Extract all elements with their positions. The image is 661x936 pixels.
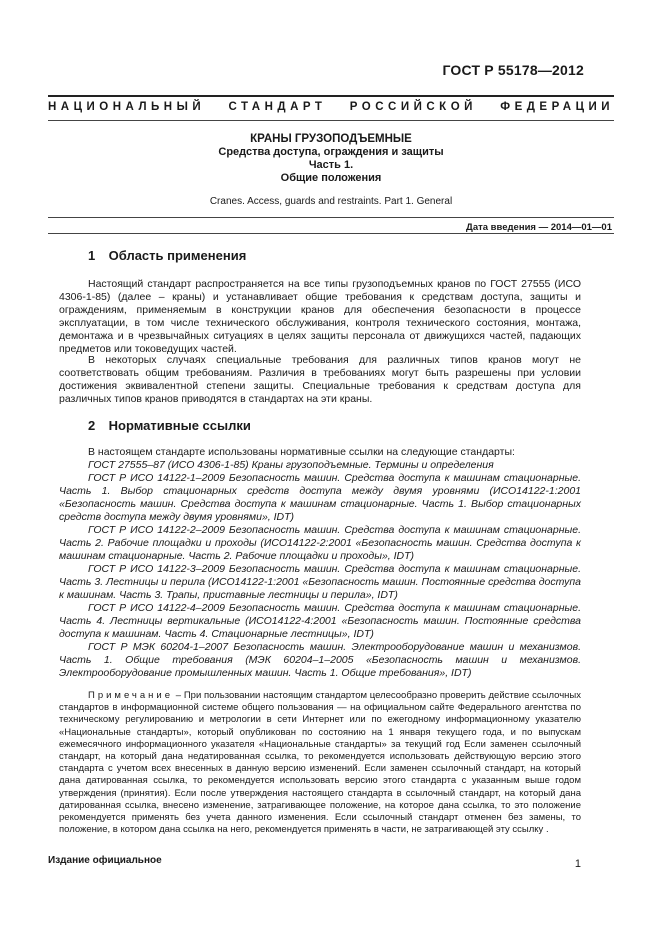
reference-item: ГОСТ Р ИСО 14122-4–2009 Безопасность машин. Средства доступа к машинам стационарные. Часть 4. Лестницы вертикальные (ИСО14122-4:2001 «Безопасность машин. Постоянные средства доступа к машинам. Часть 4. Стационарные лестницы», IDT) — [59, 602, 581, 640]
document-title — [48, 133, 614, 185]
national-standard-title: НАЦИОНАЛЬНЫЙ СТАНДАРТ РОССИЙСКОЙ ФЕДЕРАЦИИ — [48, 101, 614, 113]
date-rule — [48, 233, 614, 234]
section-1-number: 1 — [88, 248, 96, 263]
section-1-title: Область применения — [108, 248, 247, 263]
reference-item: ГОСТ 27555–87 (ИСО 4306-1-85) Краны грузоподъемные. Термины и определения — [88, 459, 494, 471]
note-text: – При пользовании настоящим стандартом целесообразно проверить действие ссылочных стандартов в информационной системе общего пользования — на официальном сайте Федерального агентства по техническому регулированию и метрологии в сети Интернет или по ежегодному информационному указателю «Национальные стандарты», который опубликован по состоянию на 1 января текущего года, и по выпускам ежемесячного информационного указателя «Национальные стандарты» за текущий год Если заменен ссылочный стандарт, на который дана недатированная ссылка, то рекомендуется использовать действующую версию этого стандарта с учетом всех внесенных в данную версию изменений. Если заменен ссылочный стандарт, на который дана датированная ссылка, то рекомендуется использовать версию этого стандарта с указанным выше годом утверждения (принятия). Если после утверждения настоящего стандарта в ссылочный стандарт, на который дана датированная ссылка, внесено изменение, затрагивающее положение, на которое дана ссылка, то это положение рекомендуется применять без учета данного изменения. Если ссылочный стандарт отменен без замены, то положение, в котором дана ссылка на него, рекомендуется применять в части, не затрагивающей эту ссылку . — [59, 690, 581, 836]
edition-label: Издание официальное — [48, 855, 162, 866]
header-rule-bottom — [48, 120, 614, 121]
reference-item: ГОСТ Р ИСО 14122-2–2009 Безопасность машин. Средства доступа к машинам стационарные. Часть 2. Рабочие площадки и проходы (ИСО14122-2:2001 «Безопасность машин. Средства доступа к машинам стационарные. Часть 2. Рабочие площадки и проходы», IDT) — [59, 524, 581, 562]
section-1-paragraph: Настоящий стандарт распространяется на все типы грузоподъемных кранов по ГОСТ 27555 (ИСО 4306-1-85) (далее – краны) и устанавливает общие требования к средствам доступа, защиты и ограждениям, применяемым в конструкции кранов для обеспечения безопасности в процессе эксплуатации, в том числе технического обслуживания, контроля технического состояния, монтажа, демонтажа и в чрезвычайных ситуациях в целях защиты персонала от движущихся частей, падающих предметов или токоведущих частей. — [59, 278, 581, 355]
reference-item: ГОСТ Р ИСО 14122-1–2009 Безопасность машин. Средства доступа к машинам стационарные. Часть 1. Выбор стационарных средств доступа между двумя уровнями (ИСО14122-1:2001 «Безопасность машин. Средства доступа к машинам стационарные. Часть 1. Выбор стационарных средств доступа между двумя уровнями», IDT) — [59, 472, 581, 523]
title-subtitle-1: Средства доступа, ограждения и защиты — [218, 146, 444, 158]
section-2-heading — [88, 418, 251, 433]
section-1-paragraph: В некоторых случаях специальные требования для различных типов кранов могут не соответствовать общим требованиям. Различия в требованиях могут быть разрешены при условии достижения эквивалентной степени защиты. Специальные требования к средствам доступа для различных типов кранов приводятся в стандартах на эти краны. — [59, 354, 581, 405]
title-main: КРАНЫ ГРУЗОПОДЪЕМНЫЕ — [250, 133, 412, 145]
header-rule-top — [48, 95, 614, 97]
page-number: 1 — [574, 858, 581, 870]
section-2-title: Нормативные ссылки — [108, 418, 251, 433]
title-subtitle-2: Часть 1. — [308, 159, 354, 171]
reference-item: ГОСТ Р МЭК 60204-1–2007 Безопасность машин. Электрооборудование машин и механизмов. Часть 1. Общие требования (МЭК 60204–1–2005 «Безопасность машин и механизмов. Электрооборудование промышленных машин. Часть 1. Общие требования», IDT) — [59, 641, 581, 679]
title-rule — [48, 217, 614, 218]
title-subtitle-3: Общие положения — [280, 172, 382, 184]
introduction-date: Дата введения — 2014—01—01 — [466, 222, 612, 233]
section-2-number: 2 — [88, 418, 96, 433]
references-intro: В настоящем стандарте использованы нормативные ссылки на следующие стандарты: — [88, 446, 515, 458]
note — [59, 690, 581, 836]
reference-item: ГОСТ Р ИСО 14122-3–2009 Безопасность машин. Средства доступа к машинам стационарные. Часть 3. Лестницы и перила (ИСО14122-1:2001 «Безопасность машин. Постоянные средства доступа к машинам. Часть 3. Трапы, приставные лестницы и перила», IDT) — [59, 563, 581, 601]
section-1-heading — [88, 248, 246, 263]
english-title: Cranes. Access, guards and restraints. Part 1. General — [209, 196, 453, 207]
document-number: ГОСТ Р 55178—2012 — [442, 62, 584, 78]
note-label: Примечание — [88, 690, 173, 701]
